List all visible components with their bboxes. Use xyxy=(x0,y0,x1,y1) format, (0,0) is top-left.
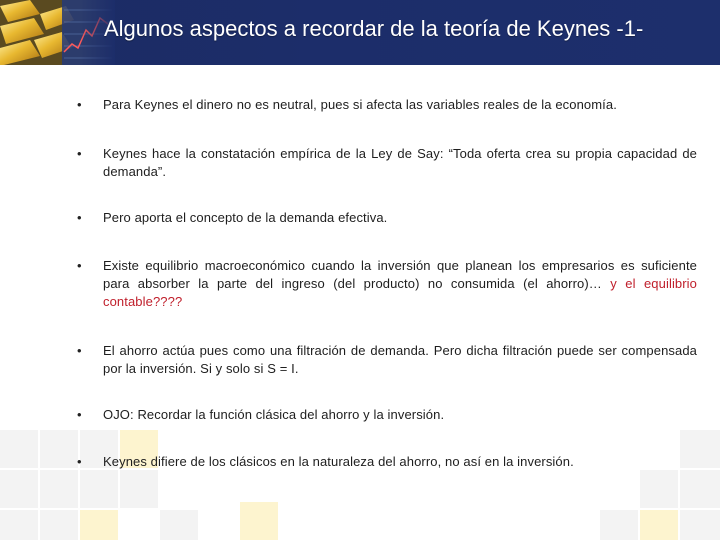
list-item-text: Para Keynes el dinero no es neutral, pues si afecta las variables reales de la economía. xyxy=(103,97,617,112)
list-item-text-block xyxy=(103,257,697,311)
list-item-text: Existe equilibrio macroeconómico cuando la inversión que planean los empresarios es suficiente para absorber la parte del ingreso (del producto) no consumida (el ahorro)… xyxy=(103,258,697,291)
bullet-icon: • xyxy=(77,343,82,358)
list-item-text: OJO: Recordar la función clásica del ahorro y la inversión. xyxy=(103,407,445,422)
list-item-text: Pero aporta el concepto de la demanda efectiva. xyxy=(103,210,388,225)
bullet-icon: • xyxy=(77,407,82,422)
bullet-icon: • xyxy=(77,210,82,225)
list-item-text: El ahorro actúa pues como una filtración de demanda. Pero dicha filtración puede ser compensada por la inversión. Si y solo si S = I. xyxy=(103,343,697,376)
bullet-icon: • xyxy=(77,454,82,469)
list-item-text: Keynes difiere de los clásicos en la naturaleza del ahorro, no así en la inversión. xyxy=(103,454,574,469)
bullet-icon: • xyxy=(77,258,82,273)
bullet-icon: • xyxy=(77,97,82,112)
slide-title: Algunos aspectos a recordar de la teoría de Keynes -1- xyxy=(104,16,644,41)
bullet-icon: • xyxy=(77,146,82,161)
list-item-highlight: y el equilibrio contable???? xyxy=(103,276,698,309)
list-item-text: Keynes hace la constatación empírica de la Ley de Say: “Toda oferta crea su propia capacidad de demanda”. xyxy=(103,146,697,179)
